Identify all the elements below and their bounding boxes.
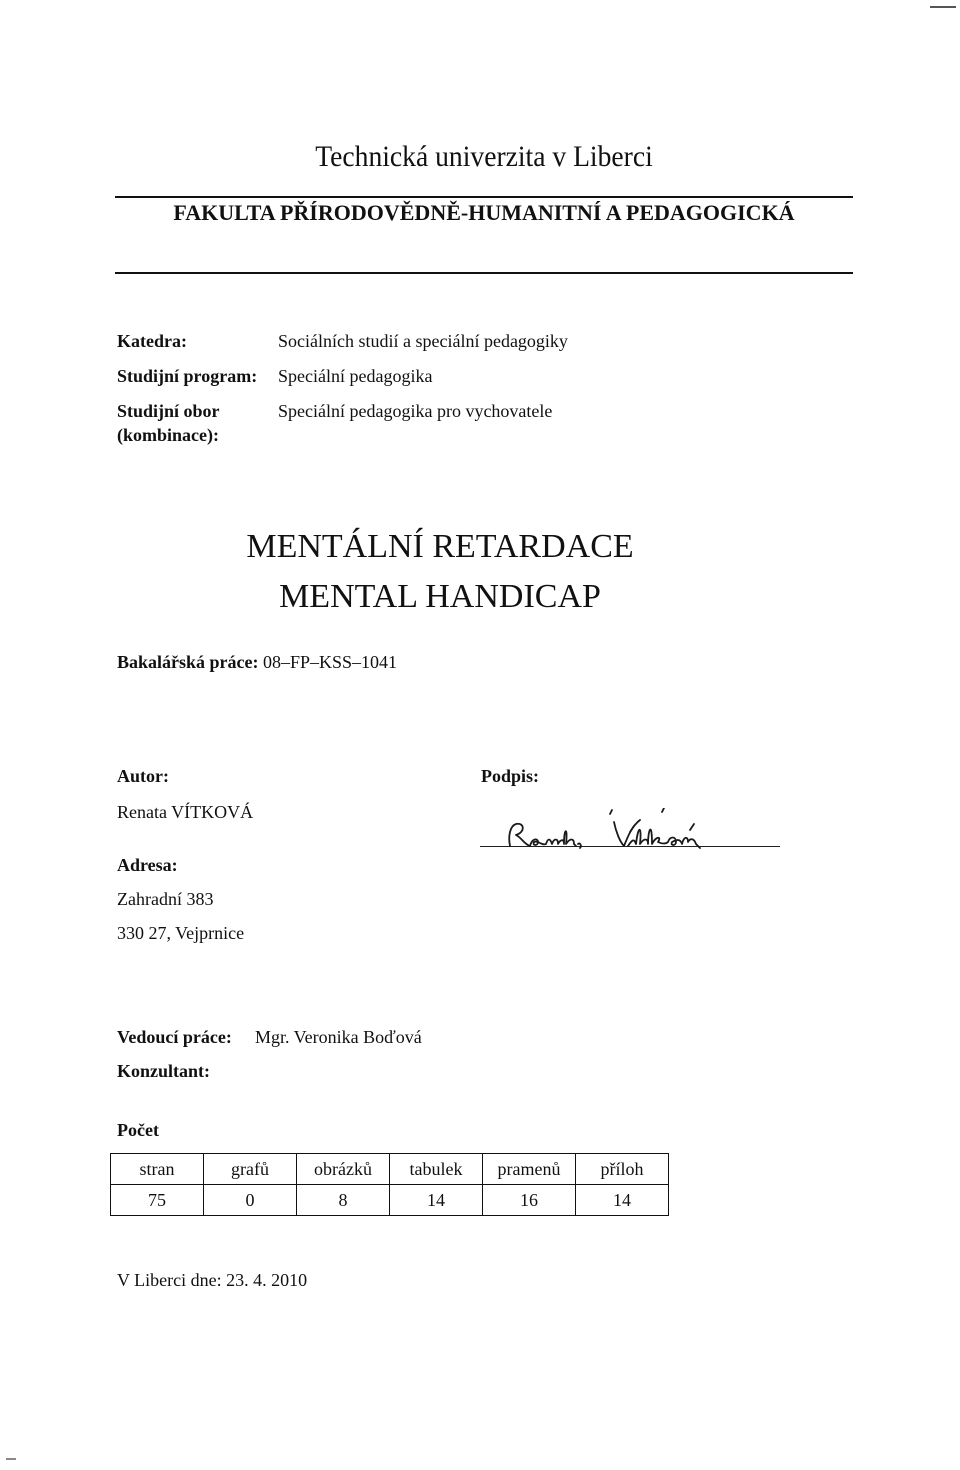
- thesis-title-czech: MENTÁLNÍ RETARDACE: [246, 528, 634, 565]
- count-header-images: obrázků: [297, 1154, 390, 1185]
- count-header-tables: tabulek: [390, 1154, 483, 1185]
- author-name: Renata VÍTKOVÁ: [117, 802, 254, 822]
- count-table-value-row: [111, 1185, 669, 1216]
- divider-bottom: [115, 272, 853, 274]
- scan-mark: [930, 6, 956, 8]
- thesis-title-english: MENTAL HANDICAP: [279, 578, 601, 615]
- thesis-code-line: [117, 652, 397, 673]
- count-label: Počet: [117, 1120, 159, 1140]
- author-label: Autor:: [117, 766, 169, 786]
- supervisor-label: Vedoucí práce:: [117, 1027, 232, 1047]
- count-header-pages: stran: [111, 1154, 204, 1185]
- handwritten-signature: [502, 808, 772, 858]
- field-value: Speciální pedagogika pro vychovatele: [278, 401, 553, 421]
- divider-top: [115, 196, 853, 198]
- count-value-appendices: 14: [576, 1185, 669, 1216]
- count-value-images: 8: [297, 1185, 390, 1216]
- count-header-charts: grafů: [204, 1154, 297, 1185]
- field-label: Studijní obor: [117, 401, 220, 421]
- count-value-pages: 75: [111, 1185, 204, 1216]
- count-value-tables: 14: [390, 1185, 483, 1216]
- count-value-charts: 0: [204, 1185, 297, 1216]
- supervisor-name: Mgr. Veronika Boďová: [255, 1027, 422, 1047]
- program-value: Speciální pedagogika: [278, 366, 433, 386]
- count-header-appendices: příloh: [576, 1154, 669, 1185]
- thesis-label: Bakalářská práce:: [117, 652, 259, 672]
- count-header-sources: pramenů: [483, 1154, 576, 1185]
- address-city: 330 27, Vejprnice: [117, 923, 245, 943]
- place-date: V Liberci dne: 23. 4. 2010: [117, 1270, 308, 1290]
- department-label: Katedra:: [117, 331, 187, 351]
- count-table-header-row: [111, 1154, 669, 1185]
- faculty-name: FAKULTA PŘÍRODOVĚDNĚ-HUMANITNÍ A PEDAGOGICKÁ: [173, 200, 795, 225]
- address-label: Adresa:: [117, 855, 178, 875]
- signature-label: Podpis:: [481, 766, 540, 786]
- address-street: Zahradní 383: [117, 889, 214, 909]
- scan-mark: [6, 1458, 16, 1460]
- department-value: Sociálních studií a speciální pedagogiky: [278, 331, 568, 351]
- field-label-combination: (kombinace):: [117, 425, 219, 445]
- count-value-sources: 16: [483, 1185, 576, 1216]
- consultant-label: Konzultant:: [117, 1061, 211, 1081]
- university-name: Technická univerzita v Liberci: [315, 140, 653, 173]
- program-label: Studijní program:: [117, 366, 258, 386]
- count-table: [110, 1153, 669, 1216]
- thesis-code: 08–FP–KSS–1041: [263, 652, 398, 672]
